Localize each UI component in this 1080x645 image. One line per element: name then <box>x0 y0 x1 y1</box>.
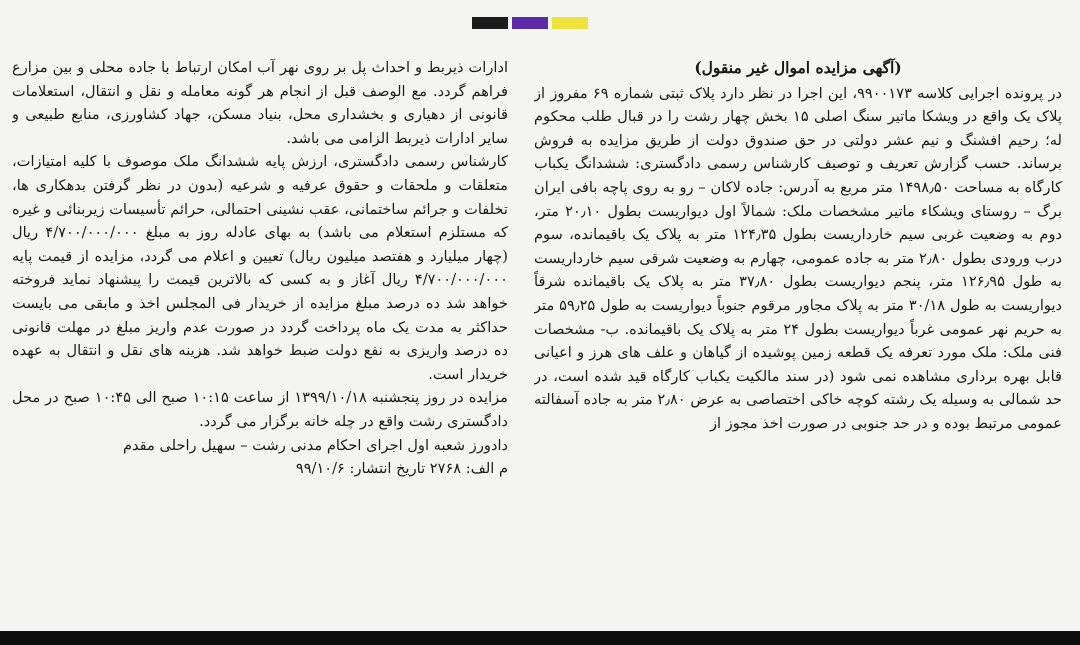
color-bar-1 <box>472 17 508 29</box>
left-paragraph-2: کارشناس رسمی دادگستری، ارزش پایه ششدانگ ملک موصوف با کلیه امتیازات، متعلقات و ملحقات و حقوق عرفیه و شرعیه (بدون در نظر گرفتن بدهکاری ها، تخلفات و جرائم ساختمانی، عقب نشینی احتمالی، حرائم تأسیسات زیربنائی و غیره که مستلزم استعلام می باشد) به بهای عادله روز به مبلغ ۴/۷۰۰/۰۰۰/۰۰۰ ریال (چهار میلیارد و هفتصد میلیون ریال) تعیین و اعلام می گردد، مزایده از قیمت پایه ۴/۷۰۰/۰۰۰/۰۰۰ ریال آغاز و به کسی که بالاترین قیمت را پیشنهاد نماید فروخته خواهد شد ده درصد مبلغ مزایده از خریدار فی المجلس اخذ و مابقی می بایست حداکثر به مدت یک ماه پرداخت گردد در صورت عدم واریز مبلغ در مهلت قانونی ده درصد واریزی به نفع دولت ضبط خواهد شد. هزینه های نقل و انتقال به عهده خریدار است. <box>12 153 508 383</box>
notice-columns <box>12 56 1062 626</box>
publication-info: م الف: ۲۷۶۸ تاریخ انتشار: ۹۹/۱۰/۶ <box>295 460 508 478</box>
bottom-dark-strip <box>0 631 1080 645</box>
right-column <box>534 56 1062 626</box>
color-bar-3 <box>552 17 588 29</box>
left-paragraph-3: مزایده در روز پنجشنبه ۱۳۹۹/۱۰/۱۸ از ساعت ۱۰:۱۵ صبح الی ۱۰:۴۵ صبح در محل دادگستری رشت واقع در چله خانه برگزار می گردد. <box>12 389 508 430</box>
left-column <box>12 56 508 626</box>
signature-line: دادورز شعبه اول اجرای احکام مدنی رشت – سهیل راحلی مقدم <box>122 436 508 454</box>
right-paragraph-1: در پرونده اجرایی کلاسه ۹۹۰۰۱۷۳، این اجرا در نظر دارد پلاک ثبتی شماره ۶۹ مفروز از پلاک یک واقع در ویشکا ماتیر سنگ اصلی ۱۵ بخش چهار رشت را در قبال طلب محکوم له؛ رحیم افشنگ و نیم عشر دولتی در حق صندوق دولت از طریق مزایده به فروش برساند. حسب گزارش تعریف و توصیف کارشناس رسمی دادگستری: ششدانگ یکباب کارگاه به مساحت ۱۴۹۸٫۵۰ متر مربع به آدرس: جاده لاکان – رو به روی پاچه بافی ایران برگ – روستای ویشکاء ماتیر مشخصات ملک: شمالاً اول دیواریست بطول ۲۰٫۱۰ متر، دوم به وضعیت غربی سیم خارداریست بطول ۱۲۴٫۳۵ متر به پلاک یک باقیمانده، سوم درب ورودی بطول ۲٫۸۰ متر به جاده عمومی، چهارم به وضعیت شرقی سیم خارداریست به طول ۱۲۶٫۹۵ متر، پنجم دیواریست بطول ۳۷٫۸۰ متر به پلاک یک باقیمانده شرقاً دیواریست به طول ۳۰/۱۸ متر به پلاک مجاور مرقوم جنوباً دیواریست به طول ۵۹٫۲۵ متر به حریم نهر عمومی غرباً دیواریست بطول ۲۴ متر به پلاک یک باقیمانده. ب- مشخصات فنی ملک: ملک مورد تعرفه یک قطعه زمین پوشیده از گیاهان و علف های هرز و اعیانی قابل بهره برداری مشاهده نمی شود (در سند مالکیت یکباب کارگاه قید شده است، در حد شمالی به وسیله یک رشته کوچه خاکی اختصاصی به عرض ۲٫۸۰ متر به جاده آسفالته عمومی مرتبط بوده و در حد جنوبی در صورت اخذ مجوز از <box>534 84 1062 432</box>
left-paragraph-1: ادارات ذیربط و احداث پل بر روی نهر آب امکان ارتباط با جاده محلی و بین مزارع فراهم گردد. مع الوصف قبل از انجام هر گونه معامله و نقل و انتقال، استعلامات قانونی از دهیاری و بخشداری محل، بنیاد مسکن، جهاد کشاورزی، منابع طبیعی و سایر ادارات ذیربط الزامی می باشد. <box>12 59 508 147</box>
notice-title: (آگهی مزایده اموال غیر منقول) <box>694 58 902 77</box>
color-bar-2 <box>512 17 548 29</box>
header-color-bars <box>472 17 588 29</box>
